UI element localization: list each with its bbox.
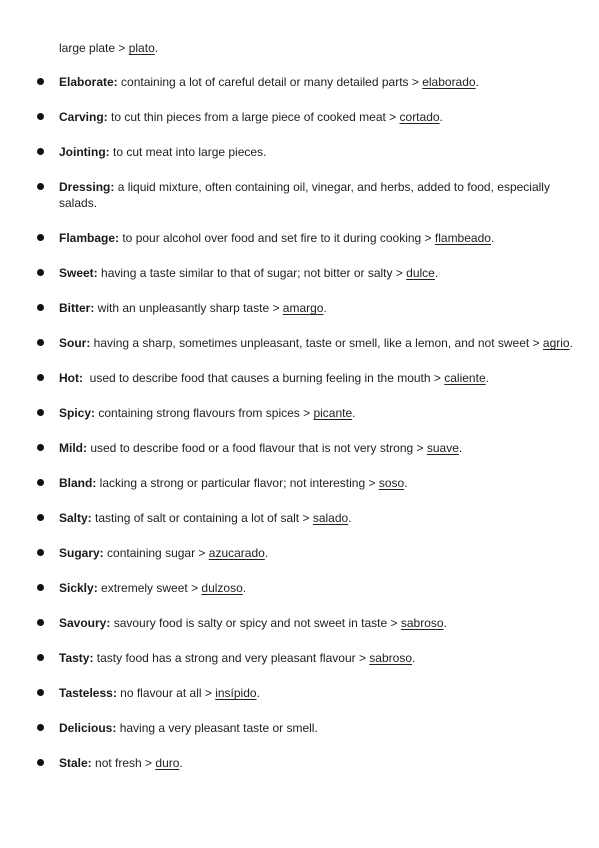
continuation-text: large plate > [59,41,129,55]
definition: tasting of salt or containing a lot of salt > [91,511,313,525]
definition: having a taste similar to that of sugar; not bitter or salty > [97,266,407,280]
bullet-icon [37,689,44,696]
translation: caliente [444,371,486,385]
entry-end: . [264,546,269,560]
term: Stale: [59,756,92,770]
bullet-icon [37,234,44,241]
term: Salty: [59,511,92,525]
bullet-icon [37,183,44,190]
translation: plato [128,41,155,55]
term: Dressing: [59,180,115,194]
list-item [0,300,574,316]
list-item [0,510,574,526]
term: Spicy: [59,406,96,420]
entry-end: . [256,686,260,700]
definition: used to describe food or a food flavour that is not very strong > [87,441,427,455]
entry-end: . [490,231,495,245]
entry-end: . [404,476,408,490]
definition: no flavour at all > [116,686,216,700]
bullet-icon [37,549,44,556]
term: Tasteless: [59,686,117,700]
list-item [0,545,574,561]
definition: to cut thin pieces from a large piece of cooked meat > [107,110,400,124]
definition: having a very pleasant taste or smell. [116,721,318,735]
translation: insípido [215,686,257,700]
bullet-icon [37,409,44,416]
bullet-icon [37,148,44,155]
list-item [0,179,574,211]
entry-end: . [475,75,479,89]
translation: azucarado [208,546,265,560]
term: Bland: [59,476,97,490]
translation: sabroso [400,616,444,630]
glossary-list [0,74,599,790]
term: Sugary: [59,546,104,560]
term: Bitter: [59,301,95,315]
list-item [0,405,574,421]
list-item [0,265,574,281]
entry-end: . [434,266,439,280]
definition: extremely sweet > [97,581,202,595]
list-item [0,370,574,386]
translation: agrio [542,336,570,350]
bullet-icon [37,514,44,521]
translation: soso [378,476,405,490]
list-item [0,74,574,90]
translation: amargo [282,301,324,315]
term: Savoury: [59,616,111,630]
entry-end: . [412,651,416,665]
translation: suave [426,441,459,455]
translation: duro [155,756,180,770]
bullet-icon [37,113,44,120]
bullet-icon [37,759,44,766]
entry-end: . [179,756,183,770]
list-item [0,335,574,351]
bullet-icon [37,724,44,731]
list-item [0,615,574,631]
list-item [0,685,574,701]
term: Hot: [59,371,83,385]
entry-end: . [154,41,159,55]
term: Sweet: [59,266,98,280]
term: Tasty: [59,651,94,665]
definition: lacking a strong or particular flavor; not interesting > [96,476,379,490]
definition: having a sharp, sometimes unpleasant, taste or smell, like a lemon, and not sweet > [90,336,543,350]
list-item [0,109,574,125]
term: Delicious: [59,721,117,735]
bullet-icon [37,269,44,276]
bullet-icon [37,619,44,626]
entry-end: . [439,110,443,124]
entry-end: . [348,511,352,525]
entry-end: . [352,406,356,420]
term: Jointing: [59,145,110,159]
list-item [0,580,574,596]
definition: containing strong flavours from spices > [95,406,314,420]
entry-end: . [485,371,489,385]
translation: dulzoso [201,581,243,595]
list-item [0,440,574,456]
list-item [0,230,574,246]
definition: containing a lot of careful detail or many detailed parts > [117,75,423,89]
entry-end: . [443,616,447,630]
bullet-icon [37,654,44,661]
term: Flambage: [59,231,120,245]
bullet-icon [37,479,44,486]
bullet-icon [37,78,44,85]
term: Mild: [59,441,87,455]
entry-end: . [569,336,573,350]
translation: flambeado [434,231,491,245]
translation: picante [313,406,353,420]
translation: dulce [406,266,435,280]
definition: containing sugar > [103,546,209,560]
bullet-icon [37,584,44,591]
definition: to cut meat into large pieces. [109,145,267,159]
list-item [0,650,574,666]
translation: salado [312,511,349,525]
translation: cortado [399,110,440,124]
entry-end: . [323,301,327,315]
list-item [0,755,574,771]
list-item [0,475,574,491]
definition: tasty food has a strong and very pleasant flavour > [93,651,370,665]
definition: not fresh > [91,756,156,770]
term: Elaborate: [59,75,118,89]
term: Sickly: [59,581,98,595]
term: Carving: [59,110,108,124]
definition: with an unpleasantly sharp taste > [94,301,283,315]
bullet-icon [37,374,44,381]
term: Sour: [59,336,91,350]
continuation-line [59,40,574,56]
translation: sabroso [369,651,412,665]
list-item [0,144,574,160]
bullet-icon [37,339,44,346]
translation: elaborado [422,75,476,89]
entry-end: . [458,441,463,455]
definition: used to describe food that causes a burning feeling in the mouth > [83,371,445,385]
bullet-icon [37,304,44,311]
list-item [0,720,574,736]
definition: savoury food is salty or spicy and not sweet in taste > [110,616,401,630]
definition: to pour alcohol over food and set fire to it during cooking > [119,231,435,245]
entry-end: . [242,581,247,595]
bullet-icon [37,444,44,451]
definition: a liquid mixture, often containing oil, vinegar, and herbs, added to food, especially salads. [59,180,550,210]
